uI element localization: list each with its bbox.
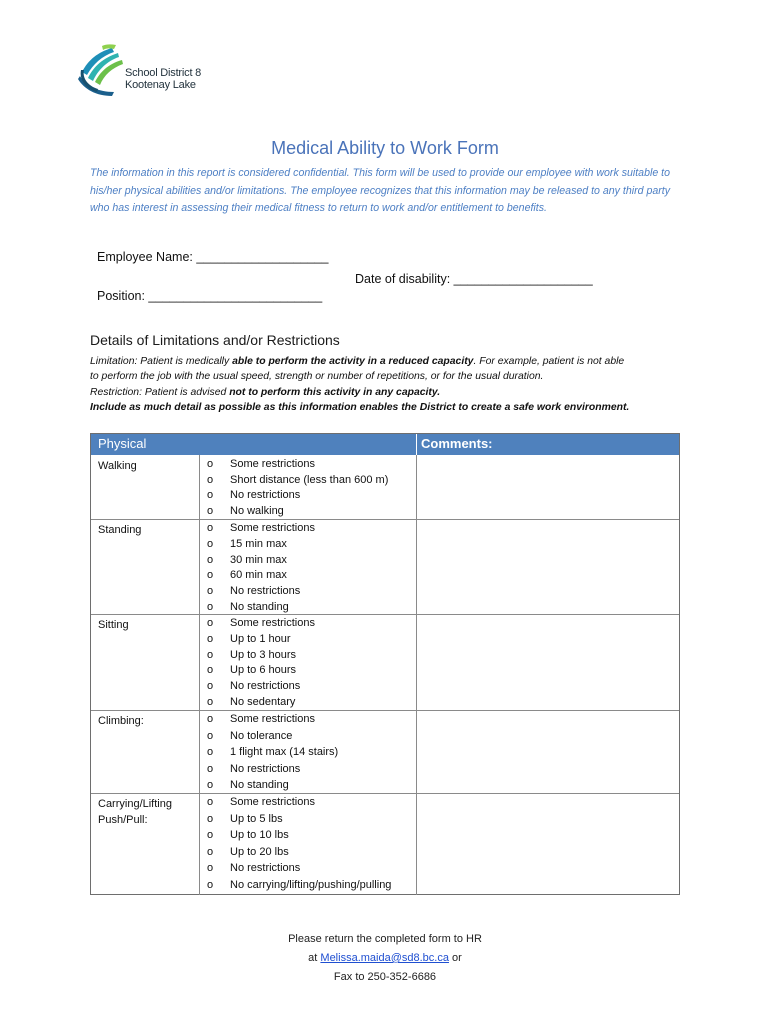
limitation-prefix: Limitation: Patient is medically [90, 356, 233, 367]
option-bullet-icon: o [207, 680, 214, 693]
row-label: Carrying/Lifting Push/Pull: [98, 798, 172, 826]
header-physical: Physical [98, 436, 147, 451]
logo-line-2: Kootenay Lake [125, 79, 196, 91]
restriction-line [90, 385, 690, 400]
option-label: Up to 20 lbs [230, 845, 289, 858]
option-bullet-icon: o [207, 648, 214, 661]
option-label: No restrictions [230, 585, 301, 598]
option-bullet-icon: o [207, 845, 214, 858]
physical-limitations-table [90, 433, 680, 895]
row-label: Standing [98, 524, 142, 536]
include-note: Include as much detail as possible as this information enables the District to create a safe work environment. [90, 402, 630, 414]
option-label: No carrying/lifting/pushing/pulling [230, 878, 392, 891]
option-label: Up to 5 lbs [230, 812, 283, 825]
option-label: No walking [230, 504, 284, 517]
option-bullet-icon: o [207, 522, 214, 534]
limitation-line [90, 354, 690, 369]
comments-cell[interactable] [417, 793, 679, 895]
date-of-disability-field[interactable]: Date of disability: ____________________ [355, 272, 593, 286]
table-row [91, 793, 679, 895]
option-label: No restrictions [230, 862, 301, 874]
option-label: Some restrictions [230, 458, 315, 470]
option-label: No tolerance [230, 729, 293, 742]
option-label: No standing [230, 779, 289, 791]
option-bullet-icon: o [207, 695, 214, 708]
option-label: Some restrictions [230, 796, 315, 808]
option-label: Up to 10 lbs [230, 829, 289, 841]
option-label: 60 min max [230, 569, 287, 582]
restriction-bold: not to perform this activity in any capacity. [229, 386, 441, 398]
comments-cell[interactable] [417, 614, 679, 710]
table-row [91, 519, 679, 615]
option-bullet-icon: o [207, 458, 214, 470]
employee-name-field[interactable]: Employee Name: ___________________ [97, 250, 329, 264]
option-bullet-icon: o [207, 473, 214, 486]
option-label: Up to 6 hours [230, 664, 297, 677]
limitations-text [90, 354, 690, 416]
form-title: Medical Ability to Work Form [271, 138, 499, 158]
option-bullet-icon: o [207, 812, 214, 825]
option-label: Up to 1 hour [230, 632, 291, 645]
table-row [91, 455, 679, 520]
option-bullet-icon: o [207, 713, 214, 725]
option-label: No sedentary [230, 695, 296, 708]
position-field[interactable]: Position: _________________________ [97, 289, 323, 303]
footer-fax-line: Fax to 250-352-6686 [333, 971, 437, 983]
table-row [91, 614, 679, 711]
option-label: 30 min max [230, 553, 287, 566]
option-label: Short distance (less than 600 m) [230, 473, 389, 486]
hr-email-link[interactable]: Melissa.maida@sd8.bc.ca [320, 952, 449, 964]
row-label: Sitting [98, 619, 129, 631]
option-bullet-icon: o [207, 746, 214, 758]
option-bullet-icon: o [207, 585, 214, 598]
option-label: Some restrictions [230, 713, 315, 725]
comments-cell[interactable] [417, 519, 679, 614]
header-comments: Comments: [421, 436, 493, 451]
school-district-logo [78, 42, 218, 98]
logo-text [125, 67, 201, 91]
option-bullet-icon: o [207, 537, 214, 550]
option-bullet-icon: o [207, 600, 214, 613]
option-bullet-icon: o [207, 489, 214, 501]
school-district-logo-icon [78, 42, 124, 98]
option-bullet-icon: o [207, 664, 214, 677]
limitation-line-2: to perform the job with the usual speed, strength or number of repetitions, or for the usual duration. [90, 371, 544, 383]
option-bullet-icon: o [207, 762, 214, 775]
footer-email-line: at Melissa.maida@sd8.bc.ca or [308, 952, 462, 964]
option-bullet-icon: o [207, 729, 214, 742]
limitation-bold: able to perform the activity in a reduced capacity [232, 356, 474, 367]
option-bullet-icon: o [207, 569, 214, 582]
comments-cell[interactable] [417, 710, 679, 793]
option-label: 1 flight max (14 stairs) [230, 746, 339, 758]
footer-return-line: Please return the completed form to HR [288, 933, 482, 945]
option-bullet-icon: o [207, 504, 214, 517]
restriction-prefix: Restriction: Patient is advised [90, 386, 230, 398]
table-row [91, 710, 679, 794]
intro-paragraph: The information in this report is considered confidential. This form will be used to provide our employee with work suitable to his/her physical abilities and/or limitations. The employee recognizes that this information may be released to any third party who has interest in assessing their medical fitness to return to work and/or entitlement to benefits. [90, 167, 671, 214]
option-label: Some restrictions [230, 617, 315, 629]
option-label: Some restrictions [230, 522, 315, 534]
option-bullet-icon: o [207, 862, 214, 874]
option-bullet-icon: o [207, 553, 214, 566]
option-label: 15 min max [230, 537, 287, 550]
row-label: Walking [98, 460, 137, 472]
row-label: Climbing: [98, 715, 144, 727]
logo-line-1: School District 8 [125, 67, 202, 79]
details-heading: Details of Limitations and/or Restrictions [90, 332, 340, 348]
option-bullet-icon: o [207, 617, 214, 629]
option-bullet-icon: o [207, 878, 214, 891]
option-bullet-icon: o [207, 796, 214, 808]
option-bullet-icon: o [207, 632, 214, 645]
table-header [91, 434, 679, 455]
option-label: No restrictions [230, 489, 301, 501]
option-label: No restrictions [230, 762, 301, 775]
option-label: No standing [230, 600, 289, 613]
option-label: Up to 3 hours [230, 648, 297, 661]
limitation-suffix: . For example, patient is not able [473, 356, 625, 367]
option-label: No restrictions [230, 680, 301, 693]
comments-cell[interactable] [417, 455, 679, 519]
option-bullet-icon: o [207, 779, 214, 791]
option-bullet-icon: o [207, 829, 214, 841]
